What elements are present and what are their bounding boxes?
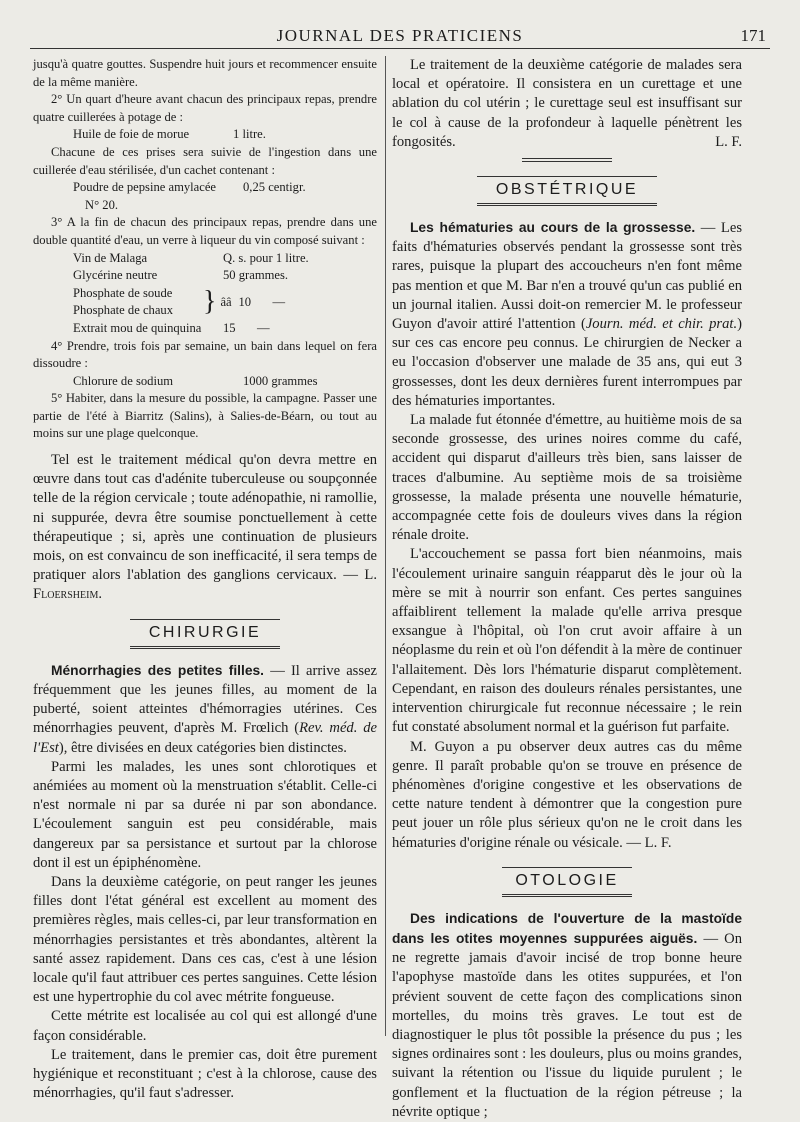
article-title: Des indications de l'ouverture de la mastoïde dans les otites moyennes suppurées aiguës. [392, 910, 742, 946]
formula-line: N° 20. [85, 197, 119, 212]
right-column [392, 56, 742, 1122]
paragraph-text: — Il arrive assez fréquemment que les jeunes filles, au moment de la puberté, soient atteintes d'hémorragies utérines. Ces ménorrhagies peuvent, d'après M. Frœlich ( [33, 662, 377, 737]
paragraph: jusqu'à quatre gouttes. Suspendre huit jours et recommencer ensuite de la même manière. [33, 57, 377, 89]
section-heading-chirurgie: CHIRURGIE [130, 619, 280, 649]
formula-line [33, 320, 377, 338]
formula-line [33, 267, 377, 285]
article-title: Ménorrhagies des petites filles. [51, 662, 265, 678]
paragraph-text: ) sur ces cas encore peu connus. Le chirurgien de Necker a eu l'occasion d'observer une malade de 35 ans, qui eut 3 grossesses, dont les deux dernières furent interrompues par des hématuries importantes. [392, 316, 742, 409]
quantity: 1 litre. [233, 127, 266, 142]
quantity: 15 [223, 320, 236, 335]
running-header [30, 18, 770, 49]
citation: Rev. méd. de l'Est [33, 720, 377, 756]
separator-rule [522, 158, 612, 162]
quantity: Q. s. pour 1 litre. [223, 250, 309, 265]
ingredient: Phosphate de chaux [73, 303, 174, 318]
paragraph: Le traitement, dans le premier cas, doit être purement hygiénique et reconstituant ; c'est à la chlorose, cause des ménorrhagies, qu'il faut s'adresser. [33, 1046, 377, 1102]
paragraph [33, 661, 377, 758]
quantity: 10 [238, 294, 252, 309]
formula-line [33, 373, 377, 391]
left-column [33, 56, 377, 1103]
quantity: 0,25 centigr. [243, 180, 306, 195]
article-title: Les hématuries au cours de la grossesse. [410, 220, 696, 236]
paragraph: Chacune de ces prises sera suivie de l'ingestion dans une cuillerée d'eau stérilisée, d'un cachet contenant : [33, 144, 377, 177]
signature: L. F. [715, 133, 742, 150]
ingredient: Huile de foie de morue [73, 127, 190, 142]
paragraph [33, 451, 377, 605]
paragraph: La malade fut étonnée d'émettre, au huitième mois de sa seconde grossesse, des urines noires comme du café, accident qui disparut d'ailleurs très bien, sans laisser de traces d'albumine. Au septième mois de sa troisième grossesse, la malade présenta une nouvelle hématurie, accompagnée cette fois de douleurs vives dans la région rénale droite. [392, 412, 742, 544]
formula-line [33, 179, 377, 197]
formula-line [33, 126, 377, 144]
paragraph-text: — Les faits d'hématuries observés pendant la grossesse sont très rares, puisque la plupart des accoucheurs n'en font même pas mention et que M. Bar n'en a trouvé qu'un cas publié en un journal italien. Aussi doit-on remercier M. le professeur Guyon d'avoir attiré l'attention ( [392, 220, 742, 333]
ingredient: Poudre de pepsine amylacée [73, 180, 217, 195]
paragraph: Dans la deuxième catégorie, on peut ranger les jeunes filles dont l'état général est excellent au moment des premières règles, mais celles-ci, par leur transformation en ménorrhagies persistantes et très abondantes, altèrent la santé assez rapidement. Dans ces cas, c'est à une lésion locale qu'il faut attribuer ces pertes sanguines. Cette lésion est une hypertrophie du col avec métrite fongueuse. [33, 873, 377, 1006]
paragraph-text: Tel est le traitement médical qu'on devra mettre en œuvre dans tout cas d'adénite tuberculeuse ou soupçonnée telle de la région cervicale ; toute adénopathie, ni ramollie, ni suppurée, devra être soumise ponctuellement à cette thérapeutique ; si, après une continuation de plusieurs mois, on est convaincu de son inefficacité, il sera temps de pratiquer alors l'ablation des ganglions cervicaux. — L. [33, 452, 377, 584]
paragraph-text: ), être divisées en deux catégories bien distinctes. [58, 739, 347, 756]
paragraph: Parmi les malades, les unes sont chlorotiques et anémiées au moment où la menstruation s'établit. Celle-ci n'est normale ni par sa durée ni par son abondance. L'écoulement sanguin est peu considérable, mais dangereux par sa persistance et surtout par la chlorose dont il est un épiphénomène. [33, 758, 377, 871]
section-heading-obstetrique: OBSTÉTRIQUE [477, 176, 657, 206]
column-divider [385, 56, 386, 1036]
paragraph: 4° Prendre, trois fois par semaine, un bain dans lequel on fera dissoudre : [33, 338, 377, 371]
section-heading-otologie: OTOLOGIE [502, 867, 632, 897]
ingredient: Extrait mou de quinquina [73, 320, 202, 335]
phosphates [73, 285, 199, 320]
author: Floersheim. [33, 586, 102, 603]
paragraph: M. Guyon a pu observer deux autres cas du même genre. Il paraît probable qu'on se trouve en présence de phénomènes d'origine congestive et les observations de cette nature tendent à démontrer que la congestion pure peut jouer un rôle plus sérieux qu'on ne le croit dans les hématuries d'origine rénale ou vésicale. — L. F. [392, 738, 742, 851]
quantity: 1000 grammes [243, 373, 318, 388]
citation: Journ. méd. et chir. prat. [585, 316, 738, 333]
paragraph: 3° A la fin de chacun des principaux repas, prendre dans une double quantité d'eau, un verre à liqueur du vin composé suivant : [33, 215, 377, 247]
paragraph [392, 56, 742, 152]
ana-symbol: ââ [220, 294, 232, 309]
paragraph: 5° Habiter, dans la mesure du possible, la campagne. Passer une partie de l'été à Biarritz (Salins), à Salies-de-Béarn, ou tout au moins sur une plage quelconque. [33, 391, 377, 441]
quantity: 50 grammes. [223, 268, 289, 283]
unit-dash: — [272, 294, 286, 309]
journal-title: JOURNAL DES PRATICIENS [276, 26, 524, 45]
ingredient: Chlorure de sodium [73, 373, 174, 388]
formula-line [33, 250, 377, 268]
unit-dash: — [257, 320, 270, 335]
ingredient: Vin de Malaga [73, 250, 148, 265]
page-number: 171 [740, 26, 766, 45]
brace-symbol: } [203, 286, 217, 318]
paragraph [392, 218, 742, 411]
paragraph-text: — On ne regrette jamais d'avoir incisé de trop bonne heure l'apophyse mastoïde dans les otites suppurées, et l'on prévient souvent de cette façon des complications sinon mortelles, du moins très graves. Le tout est de diagnostiquer le plus tôt possible la présence du pus ; les signes ordinaires sont : les douleurs, plus ou moins grandes, suivant la rétention ou l'issue du liquide purulent ; le gonflement et la fluctuation de la région pétreuse ; la névrite optique ; [392, 930, 742, 1120]
paragraph: 2° Un quart d'heure avant chacun des principaux repas, prendre quatre cuillerées à potage de : [33, 92, 377, 124]
paragraph: Cette métrite est localisée au col qui est allongé d'une façon considérable. [33, 1008, 377, 1044]
paragraph: L'accouchement se passa fort bien néanmoins, mais l'écoulement urinaire sanguin réapparut dès le jour où la mère se mit à nourrir son enfant. Ces pertes sanguines affaiblirent tellement la malade qu'elle arriva presque exsangue à l'hôpital, où l'on crut avoir affaire à un néoplasme du rein et où l'on défendit à la mère de continuer l'allaitement. Dès lors l'hématurie disparut complètement. Cependant, en raison des douleurs rénales persistantes, une intervention chirurgicale fut reconnue nécessaire ; le rein fut constaté absolument normal et la guérison fut parfaite. [392, 546, 742, 736]
ingredient: Phosphate de soude [73, 285, 173, 300]
paragraph-text: Le traitement de la deuxième catégorie de malades sera local et opératoire. Il consistera en un curettage et une ablation du col utérin ; le curettage seul est insuffisant sur le col à cause de la profondeur à laquelle pénètrent les fongosités. [392, 57, 742, 150]
ingredient: Glycérine neutre [73, 268, 158, 283]
formula-line [33, 285, 377, 320]
paragraph [392, 909, 742, 1122]
